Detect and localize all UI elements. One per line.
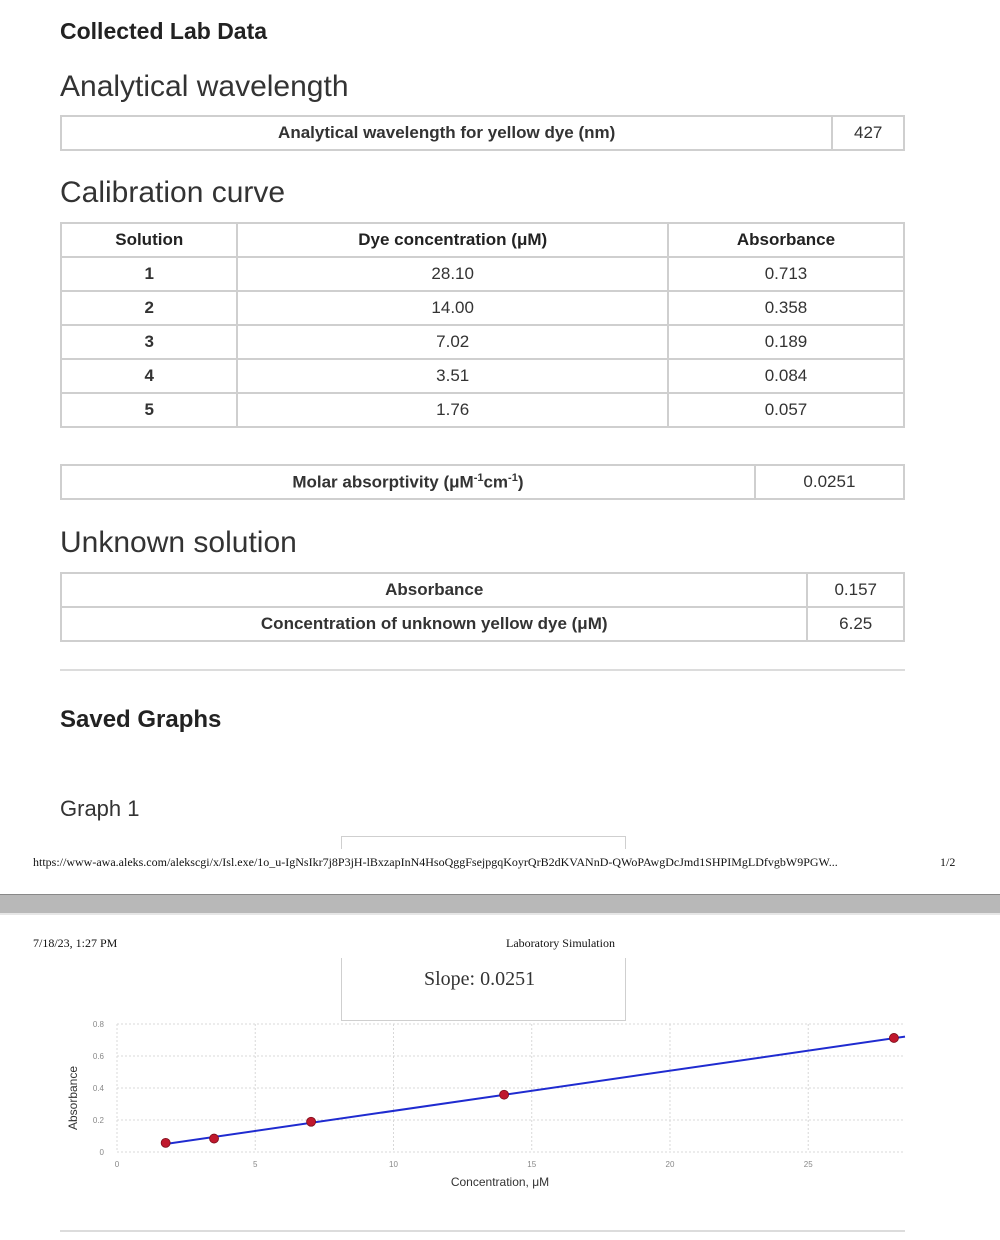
table-row	[61, 257, 904, 291]
molar-label-sup1: -1	[473, 471, 484, 484]
x-tick-label: 0	[114, 1160, 120, 1169]
data-point	[889, 1033, 898, 1042]
x-tick-label: 15	[527, 1160, 537, 1169]
print-footer-url: https://www-awa.aleks.com/alekscgi/x/Isl.exe/1o_u-IgNsIkr7j8P3jH-lBxzapInN4HsoQggFsejpgqKoyrQrB2dKVANnD-QWoPAwgDcJmd1SHPIMgLDfvgbW9PGW...	[33, 855, 838, 869]
col-solution: Solution	[61, 223, 237, 257]
conc-cell: 3.51	[237, 359, 667, 393]
col-dye-concentration-label: Dye concentration	[358, 230, 507, 249]
conc-cell: 28.10	[237, 257, 667, 291]
x-tick-label: 5	[253, 1160, 258, 1169]
x-tick-label: 20	[665, 1160, 675, 1169]
molar-absorptivity-label	[61, 465, 755, 499]
table-row	[61, 291, 904, 325]
table-row	[61, 325, 904, 359]
data-point	[307, 1117, 316, 1126]
molar-label-suffix: )	[517, 472, 524, 492]
calibration-curve-heading: Calibration curve	[60, 176, 286, 209]
print-header-date: 7/18/23, 1:27 PM	[33, 936, 118, 950]
abs-cell: 0.358	[668, 291, 904, 325]
x-tick-label: 10	[389, 1160, 398, 1169]
unknown-concentration-label: Concentration of unknown yellow dye (μM)	[61, 607, 807, 641]
solution-cell: 4	[61, 359, 237, 393]
y-tick-label: 0.8	[92, 1020, 104, 1029]
bottom-divider	[60, 1230, 905, 1232]
graph-title: Graph 1	[60, 796, 140, 821]
unknown-concentration-value: 6.25	[807, 607, 904, 641]
y-tick-label: 0.6	[92, 1052, 104, 1061]
print-header-title: Laboratory Simulation	[506, 936, 615, 950]
y-tick-label: 0.4	[92, 1084, 104, 1093]
abs-cell: 0.057	[668, 393, 904, 427]
calibration-chart	[0, 1000, 1000, 1200]
unknown-solution-heading: Unknown solution	[60, 526, 297, 559]
y-axis-label: Absorbance	[66, 1065, 80, 1131]
collected-lab-data-heading: Collected Lab Data	[60, 18, 268, 44]
solution-cell: 1	[61, 257, 237, 291]
conc-cell: 7.02	[237, 325, 667, 359]
best-fit-line	[166, 1037, 905, 1144]
x-tick-label: 25	[803, 1160, 813, 1169]
data-point	[500, 1090, 509, 1099]
page-break-separator	[0, 894, 1000, 915]
section-divider	[60, 669, 905, 671]
molar-absorptivity-table	[60, 464, 905, 500]
data-point	[210, 1134, 219, 1143]
col-dye-concentration	[237, 223, 667, 257]
slope-label: Slope: 0.0251	[424, 968, 536, 990]
y-tick-label: 0	[99, 1148, 104, 1157]
abs-cell: 0.084	[668, 359, 904, 393]
analytical-wavelength-label: Analytical wavelength for yellow dye (nm)	[61, 116, 832, 150]
conc-cell: 1.76	[237, 393, 667, 427]
molar-absorptivity-value: 0.0251	[755, 465, 904, 499]
abs-cell: 0.713	[668, 257, 904, 291]
table-row	[61, 359, 904, 393]
solution-cell: 5	[61, 393, 237, 427]
analytical-wavelength-value: 427	[832, 116, 904, 150]
saved-graphs-heading: Saved Graphs	[60, 706, 222, 733]
calibration-table	[60, 222, 905, 428]
col-dye-concentration-unit: (μM)	[511, 230, 548, 249]
analytical-wavelength-heading: Analytical wavelength	[60, 70, 349, 103]
solution-cell: 2	[61, 291, 237, 325]
col-absorbance: Absorbance	[668, 223, 904, 257]
conc-cell: 14.00	[237, 291, 667, 325]
molar-label-sup2: -1	[508, 471, 518, 484]
unknown-solution-table	[60, 572, 905, 642]
analytical-wavelength-table	[60, 115, 905, 151]
print-page-number: 1/2	[940, 855, 956, 869]
unknown-absorbance-label: Absorbance	[61, 573, 807, 607]
slope-box-top-part	[341, 836, 626, 849]
molar-label-prefix: Molar absorptivity (μM	[292, 472, 474, 492]
abs-cell: 0.189	[668, 325, 904, 359]
unknown-absorbance-value: 0.157	[807, 573, 904, 607]
x-axis-label: Concentration, μM	[450, 1175, 550, 1189]
solution-cell: 3	[61, 325, 237, 359]
y-tick-label: 0.2	[92, 1116, 104, 1125]
molar-label-mid: cm	[483, 472, 509, 492]
table-row	[61, 393, 904, 427]
data-point	[161, 1138, 170, 1147]
